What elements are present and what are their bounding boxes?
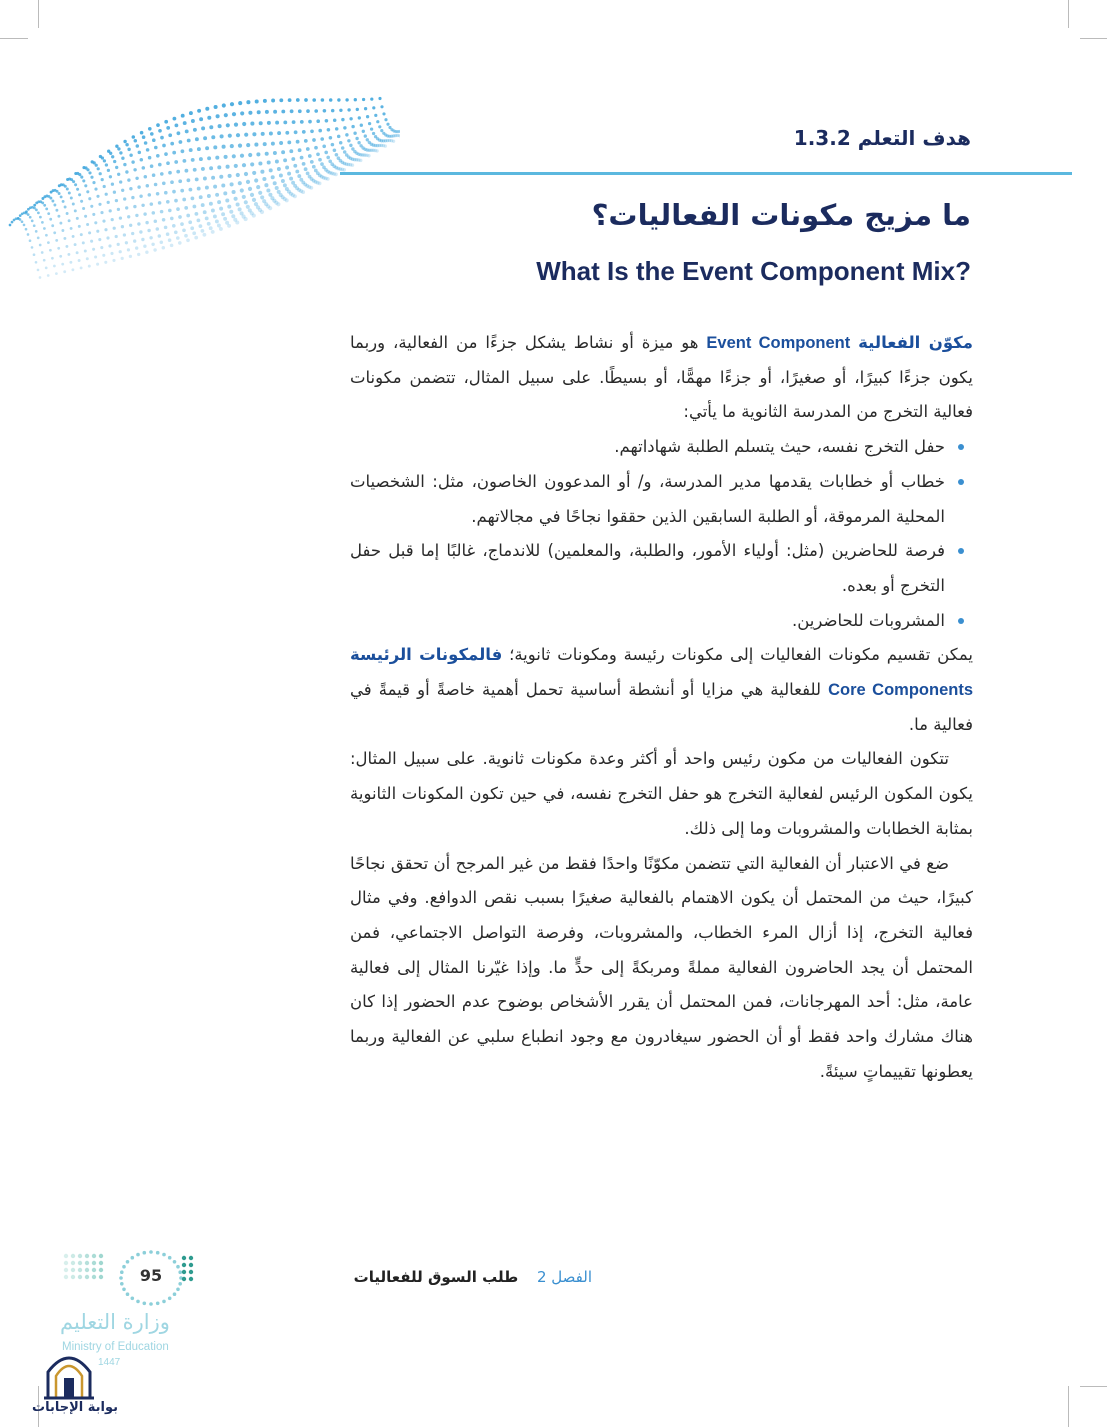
paragraph-definition (350, 326, 973, 430)
section-divider (340, 172, 1072, 175)
list-item: فرصة للحاضرين (مثل: أولياء الأمور، والطلبة، والمعلمين) للاندماج، غالبًا إما قبل حفل التخرج أو بعده. (350, 534, 945, 603)
dotted-wave-decoration (0, 80, 400, 300)
component-list (350, 430, 973, 638)
ministry-year: 1447 (98, 1357, 121, 1368)
term-english: Core Components (828, 681, 973, 700)
ministry-name-arabic: وزارة التعليم (60, 1310, 170, 1334)
page-footer (354, 1268, 592, 1286)
ministry-name-english: Ministry of Education (62, 1341, 169, 1353)
crop-mark (1068, 1386, 1069, 1427)
paragraph-text: هو ميزة أو نشاط يشكل جزءًا من الفعالية، وربما يكون جزءًا كبيرًا، أو صغيرًا، أو جزءًا مهمًّا، أو بسيطًا. على سبيل المثال، تتضمن مكونات فعالية التخرج من المدرسة الثانوية ما يأتي: (350, 333, 973, 422)
paragraph-consideration: ضع في الاعتبار أن الفعالية التي تتضمن مكوّنًا واحدًا فقط من غير المرجح أن تحقق نجاحًا كبيرًا، حيث من المحتمل أن يكون الاهتمام بالفعالية صغيرًا بسبب نقص الدوافع. وفي مثال فعالية التخرج، إذا أزال المرء الخطاب، والمشروبات، وفرصة التواصل الاجتماعي، فمن المحتمل أن يجد الحاضرون الفعالية مملةً ومربكةً إلى حدٍّ ما. وإذا غيّرنا المثال إلى فعالية عامة، مثل: أحد المهرجانات، فمن المحتمل أن يقرر الأشخاص بوضوح عدم الحضور إذا كان هناك مشارك واحد فقط أو أن الحضور سيغادرون مع وجود انطباع سلبي عن الفعالية وربما يعطونها تقييماتٍ سيئةً. (350, 853, 973, 1081)
chapter-label: الفصل 2 (536, 1268, 592, 1286)
crop-mark (1080, 1386, 1107, 1387)
paragraph-core-components (350, 638, 973, 742)
list-item: المشروبات للحاضرين. (350, 604, 945, 639)
body-text (350, 326, 973, 1089)
paragraph-text: يمكن تقسيم مكونات الفعاليات إلى مكونات رئيسة ومكونات ثانوية؛ (509, 645, 973, 665)
learning-objective: هدف التعلم 1.3.2 (793, 126, 971, 150)
gate-watermark-icon (42, 1350, 96, 1400)
crop-mark (1080, 38, 1107, 39)
paragraph-example: تتكون الفعاليات من مكون رئيس واحد أو أكثر وعدة مكونات ثانوية. على سبيل المثال: يكون المكون الرئيس لفعالية التخرج هو حفل التخرج نفسه، في حين تكون المكونات الثانوية بمثابة الخطابات والمشروبات وما إلى ذلك. (350, 749, 973, 838)
paragraph-text: للفعالية هي مزايا أو أنشطة أساسية تحمل أهمية خاصةً أو قيمةً في فعالية ما. (350, 680, 973, 734)
list-item: حفل التخرج نفسه، حيث يتسلم الطلبة شهاداتهم. (350, 430, 945, 465)
crop-mark (1068, 0, 1069, 28)
term-arabic: فالمكونات الرئيسة (350, 645, 503, 665)
crop-mark (38, 0, 39, 28)
section-heading-arabic: ما مزيج مكونات الفعاليات؟ (591, 198, 971, 232)
list-item: خطاب أو خطابات يقدمها مدير المدرسة، و/ أو المدعوون الخاصون، مثل: الشخصيات المحلية المرموقة، أو الطلبة السابقين الذين حققوا نجاحًا في مجالاتهم. (350, 465, 945, 534)
ministry-logo-icon (56, 1246, 206, 1316)
term-english: Event Component (706, 334, 851, 352)
crop-mark (0, 38, 28, 39)
section-heading-english: What Is the Event Component Mix? (536, 256, 971, 286)
page-number: 95 (139, 1266, 163, 1285)
term-arabic: مكوّن الفعالية (858, 333, 973, 352)
chapter-title: طلب السوق للفعاليات (353, 1268, 519, 1286)
watermark-label: بوابة الإجابات (32, 1400, 118, 1415)
